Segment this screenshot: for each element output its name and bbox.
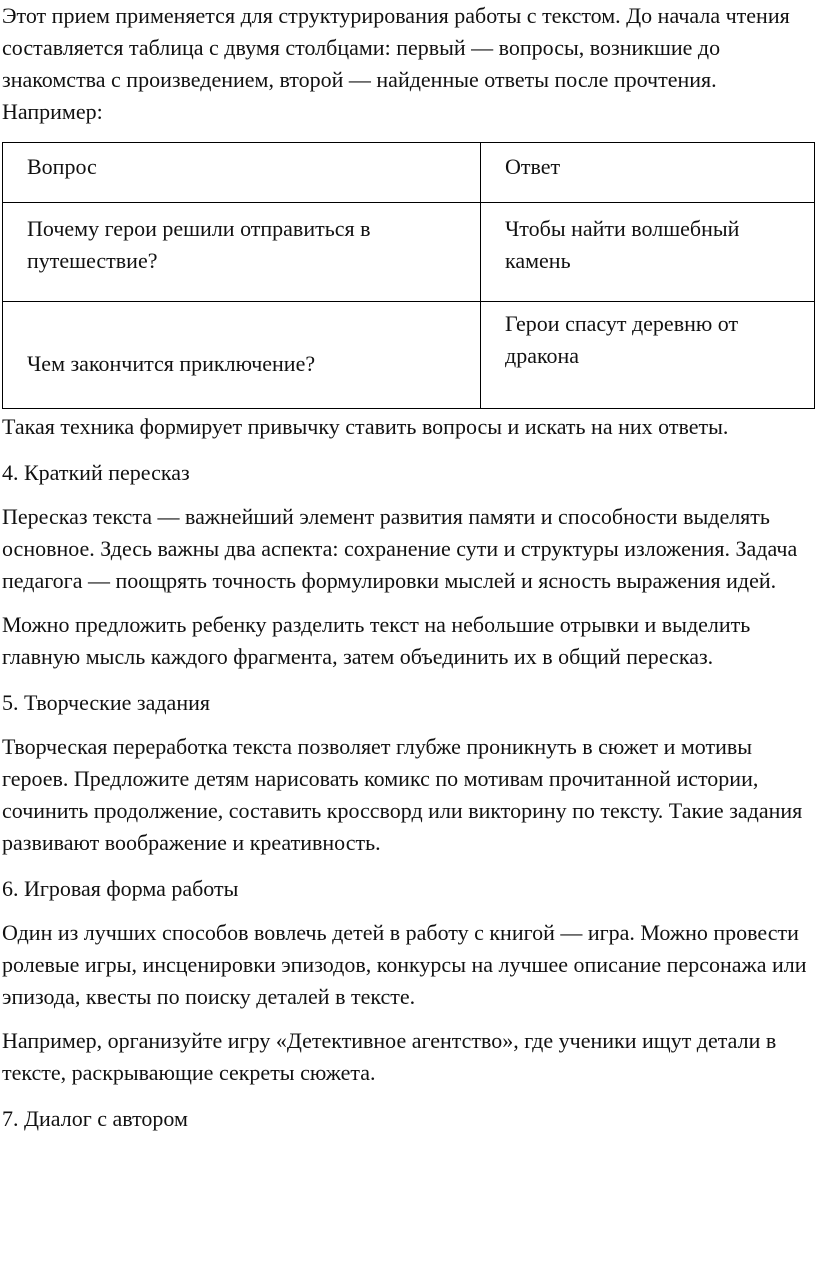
section-heading-game-form: 6. Игровая форма работы (2, 876, 239, 901)
paragraph: Можно предложить ребенку разделить текст на небольшие отрывки и выделить главную мысль каждого фрагмента, затем объединить их в общий пересказ. (2, 612, 751, 669)
question-answer-table (2, 142, 815, 409)
paragraph: Пересказ текста — важнейший элемент развития памяти и способности выделять основное. Здесь важны два аспекта: сохранение сути и структуры изложения. Задача педагога — поощрять точность формулировки мыслей и ясность выражения идей. (2, 504, 798, 593)
section-heading-dialog-with-author: 7. Диалог с автором (2, 1106, 188, 1131)
table-cell-answer: Герои спасут деревню от дракона (481, 302, 815, 409)
table-cell-question: Почему герои решили отправиться в путешествие? (3, 203, 481, 302)
section-heading-retelling: 4. Краткий пересказ (2, 460, 190, 485)
section-heading-creative-tasks: 5. Творческие задания (2, 690, 210, 715)
table-row (3, 203, 815, 302)
table-cell-question: Чем закончится приключение? (3, 302, 481, 409)
table-row (3, 302, 815, 409)
paragraph: Например, организуйте игру «Детективное агентство», где ученики ищут детали в тексте, раскрывающие секреты сюжета. (2, 1028, 777, 1085)
table-header-question: Вопрос (3, 143, 481, 203)
paragraph: Творческая переработка текста позволяет глубже проникнуть в сюжет и мотивы героев. Предложите детям нарисовать комикс по мотивам прочитанной истории, сочинить продолжение, составить кроссворд или викторину по тексту. Такие задания развивают воображение и креативность. (2, 734, 803, 855)
paragraph: Один из лучших способов вовлечь детей в работу с книгой — игра. Можно провести ролевые игры, инсценировки эпизодов, конкурсы на лучшее описание персонажа или эпизода, квесты по поиску деталей в тексте. (2, 920, 807, 1009)
table-cell-answer: Чтобы найти волшебный камень (481, 203, 815, 302)
table-header-row (3, 143, 815, 203)
intro-paragraph: Этот прием применяется для структурирования работы с текстом. До начала чтения составляется таблица с двумя столбцами: первый — вопросы, возникшие до знакомства с произведением, второй — найденные ответы после прочтения. Например: (2, 3, 790, 124)
after-table-paragraph: Такая техника формирует привычку ставить вопросы и искать на них ответы. (2, 414, 729, 439)
table-header-answer: Ответ (481, 143, 815, 203)
